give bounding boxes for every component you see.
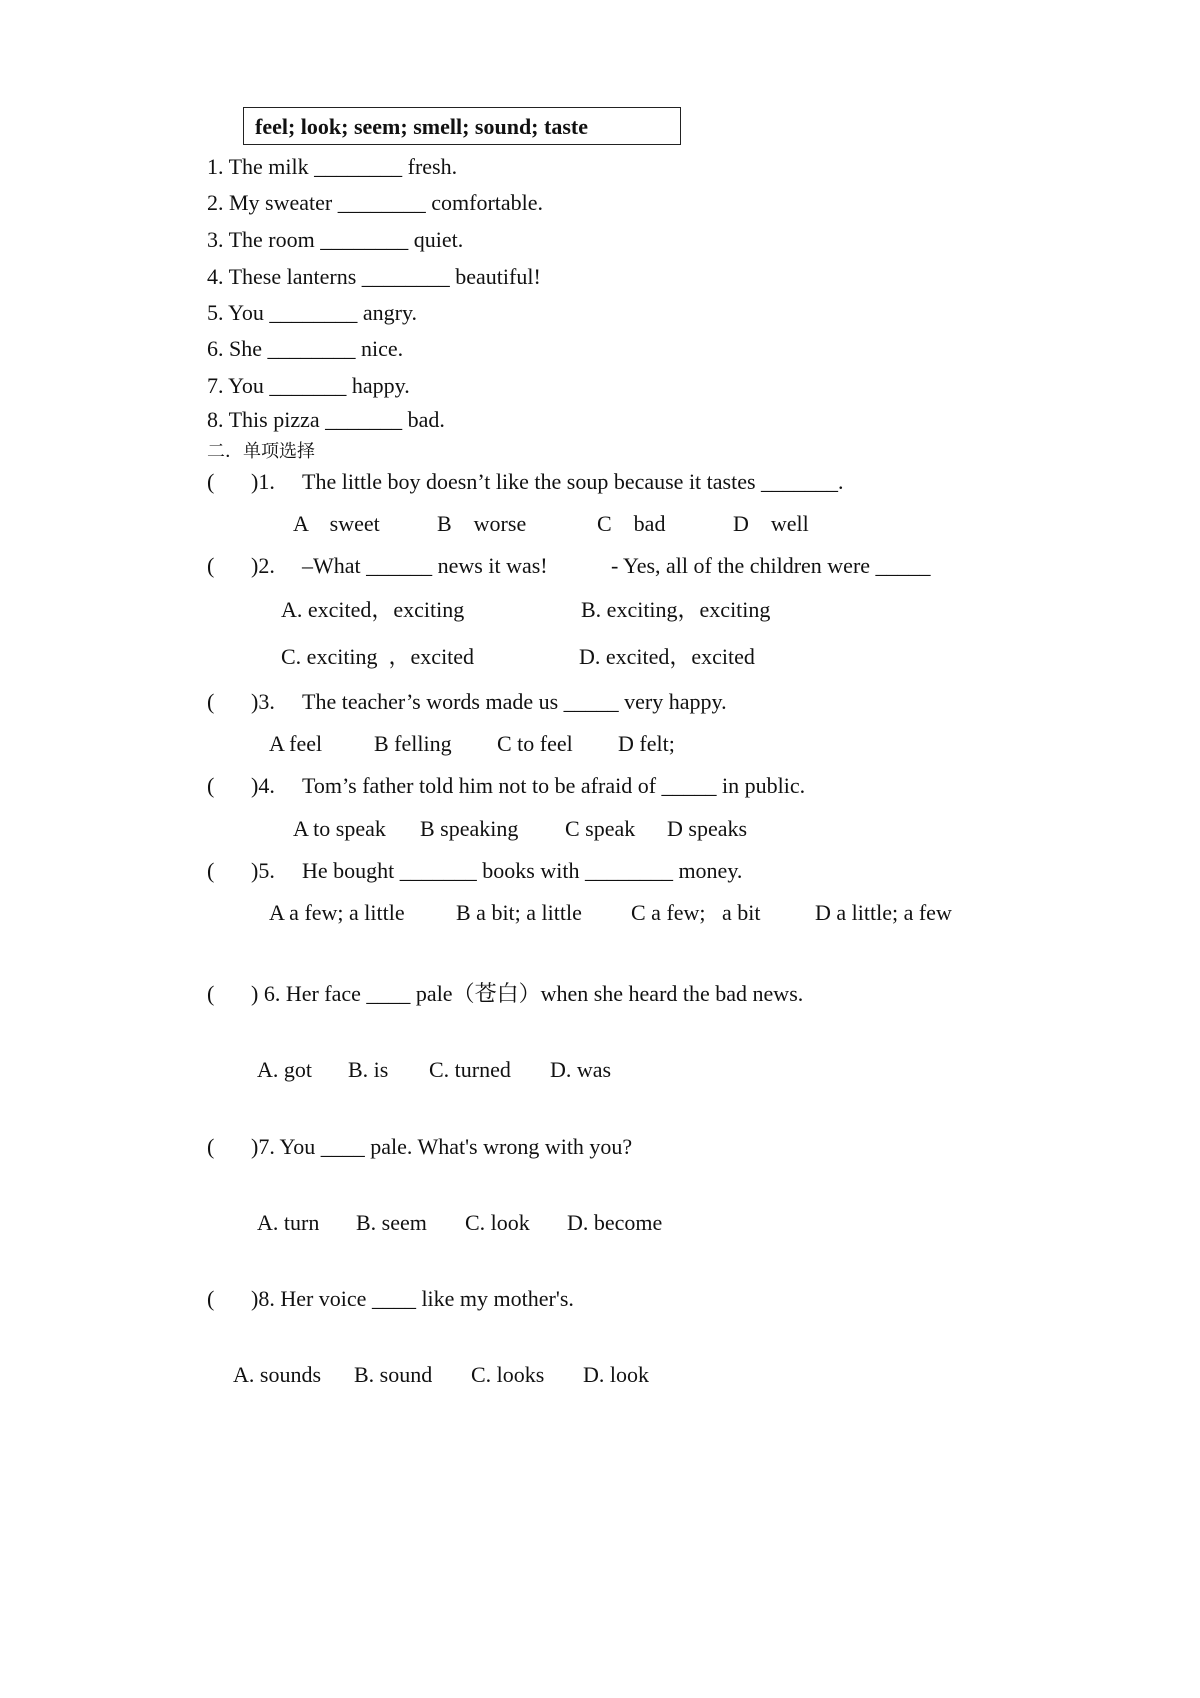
q1-number: )1. xyxy=(251,469,275,494)
q3-option-d: D felt; xyxy=(618,731,675,756)
section-2-title: 二．单项选择 xyxy=(207,441,315,462)
q5-option-d: D a little; a few xyxy=(815,900,952,925)
q7-option-c: C. look xyxy=(465,1210,530,1235)
q5-option-c: C a few; a bit xyxy=(631,900,761,925)
answer-paren-1: ( xyxy=(207,469,215,494)
q4-option-a: A to speak xyxy=(293,816,386,841)
q2-option-a: A. excited，exciting xyxy=(281,597,465,622)
fill-in-item-8: 8. This pizza _______ bad. xyxy=(207,407,445,432)
q5-number: )5. xyxy=(251,858,275,883)
q3-option-b: B felling xyxy=(374,731,452,756)
q2-option-b: B. exciting，exciting xyxy=(581,597,771,622)
q7-stem: )7. You ____ pale. What's wrong with you? xyxy=(251,1134,633,1159)
q3-stem: The teacher’s words made us _____ very happy. xyxy=(302,689,727,714)
q1-stem: The little boy doesn’t like the soup because it tastes _______. xyxy=(302,469,844,494)
q8-option-c: C. looks xyxy=(471,1362,545,1387)
q6-option-c: C. turned xyxy=(429,1057,511,1082)
q7-option-d: D. become xyxy=(567,1210,663,1235)
q2-option-d: D. excited，excited xyxy=(579,644,755,669)
q1-option-c: C bad xyxy=(597,511,666,536)
q1-option-a: A sweet xyxy=(293,511,380,536)
q5-option-b: B a bit; a little xyxy=(456,900,582,925)
answer-paren-3: ( xyxy=(207,689,215,714)
q8-option-a: A. sounds xyxy=(233,1362,322,1387)
word-bank: feel; look; seem; smell; sound; taste xyxy=(255,114,588,139)
q6-stem: ) 6. Her face ____ pale（苍白）when she heard the bad news. xyxy=(251,981,804,1006)
q2-stem: –What ______ news it was! xyxy=(302,553,548,578)
q6-option-d: D. was xyxy=(550,1057,612,1082)
fill-in-item-7: 7. You _______ happy. xyxy=(207,373,410,398)
answer-paren-7: ( xyxy=(207,1134,215,1159)
q1-option-d: D well xyxy=(733,511,809,536)
q4-option-c: C speak xyxy=(565,816,636,841)
fill-in-item-3: 3. The room ________ quiet. xyxy=(207,227,464,252)
q3-option-a: A feel xyxy=(269,731,323,756)
fill-in-item-4: 4. These lanterns ________ beautiful! xyxy=(207,264,541,289)
answer-paren-2: ( xyxy=(207,553,215,578)
q2-option-c: C. exciting ，excited xyxy=(281,644,475,669)
answer-paren-8: ( xyxy=(207,1286,215,1311)
q4-number: )4. xyxy=(251,773,275,798)
fill-in-item-6: 6. She ________ nice. xyxy=(207,336,404,361)
answer-paren-4: ( xyxy=(207,773,215,798)
q5-option-a: A a few; a little xyxy=(269,900,405,925)
fill-in-item-5: 5. You ________ angry. xyxy=(207,300,418,325)
fill-in-item-2: 2. My sweater ________ comfortable. xyxy=(207,190,544,215)
word-bank-box xyxy=(243,107,681,145)
q3-number: )3. xyxy=(251,689,275,714)
answer-paren-5: ( xyxy=(207,858,215,883)
q2-stem-reply: - Yes, all of the children were _____ xyxy=(611,553,931,578)
q4-option-b: B speaking xyxy=(420,816,519,841)
answer-paren-6: ( xyxy=(207,981,215,1006)
q4-option-d: D speaks xyxy=(667,816,748,841)
q5-stem: He bought _______ books with ________ money. xyxy=(302,858,743,883)
q1-option-b: B worse xyxy=(437,511,527,536)
fill-in-item-1: 1. The milk ________ fresh. xyxy=(207,154,458,179)
q7-option-b: B. seem xyxy=(356,1210,427,1235)
q8-option-b: B. sound xyxy=(354,1362,433,1387)
q2-number: )2. xyxy=(251,553,275,578)
q6-option-a: A. got xyxy=(257,1057,312,1082)
q8-option-d: D. look xyxy=(583,1362,649,1387)
q4-stem: Tom’s father told him not to be afraid of _____ in public. xyxy=(302,773,806,798)
q6-option-b: B. is xyxy=(348,1057,389,1082)
q8-stem: )8. Her voice ____ like my mother's. xyxy=(251,1286,574,1311)
q3-option-c: C to feel xyxy=(497,731,573,756)
q7-option-a: A. turn xyxy=(257,1210,320,1235)
